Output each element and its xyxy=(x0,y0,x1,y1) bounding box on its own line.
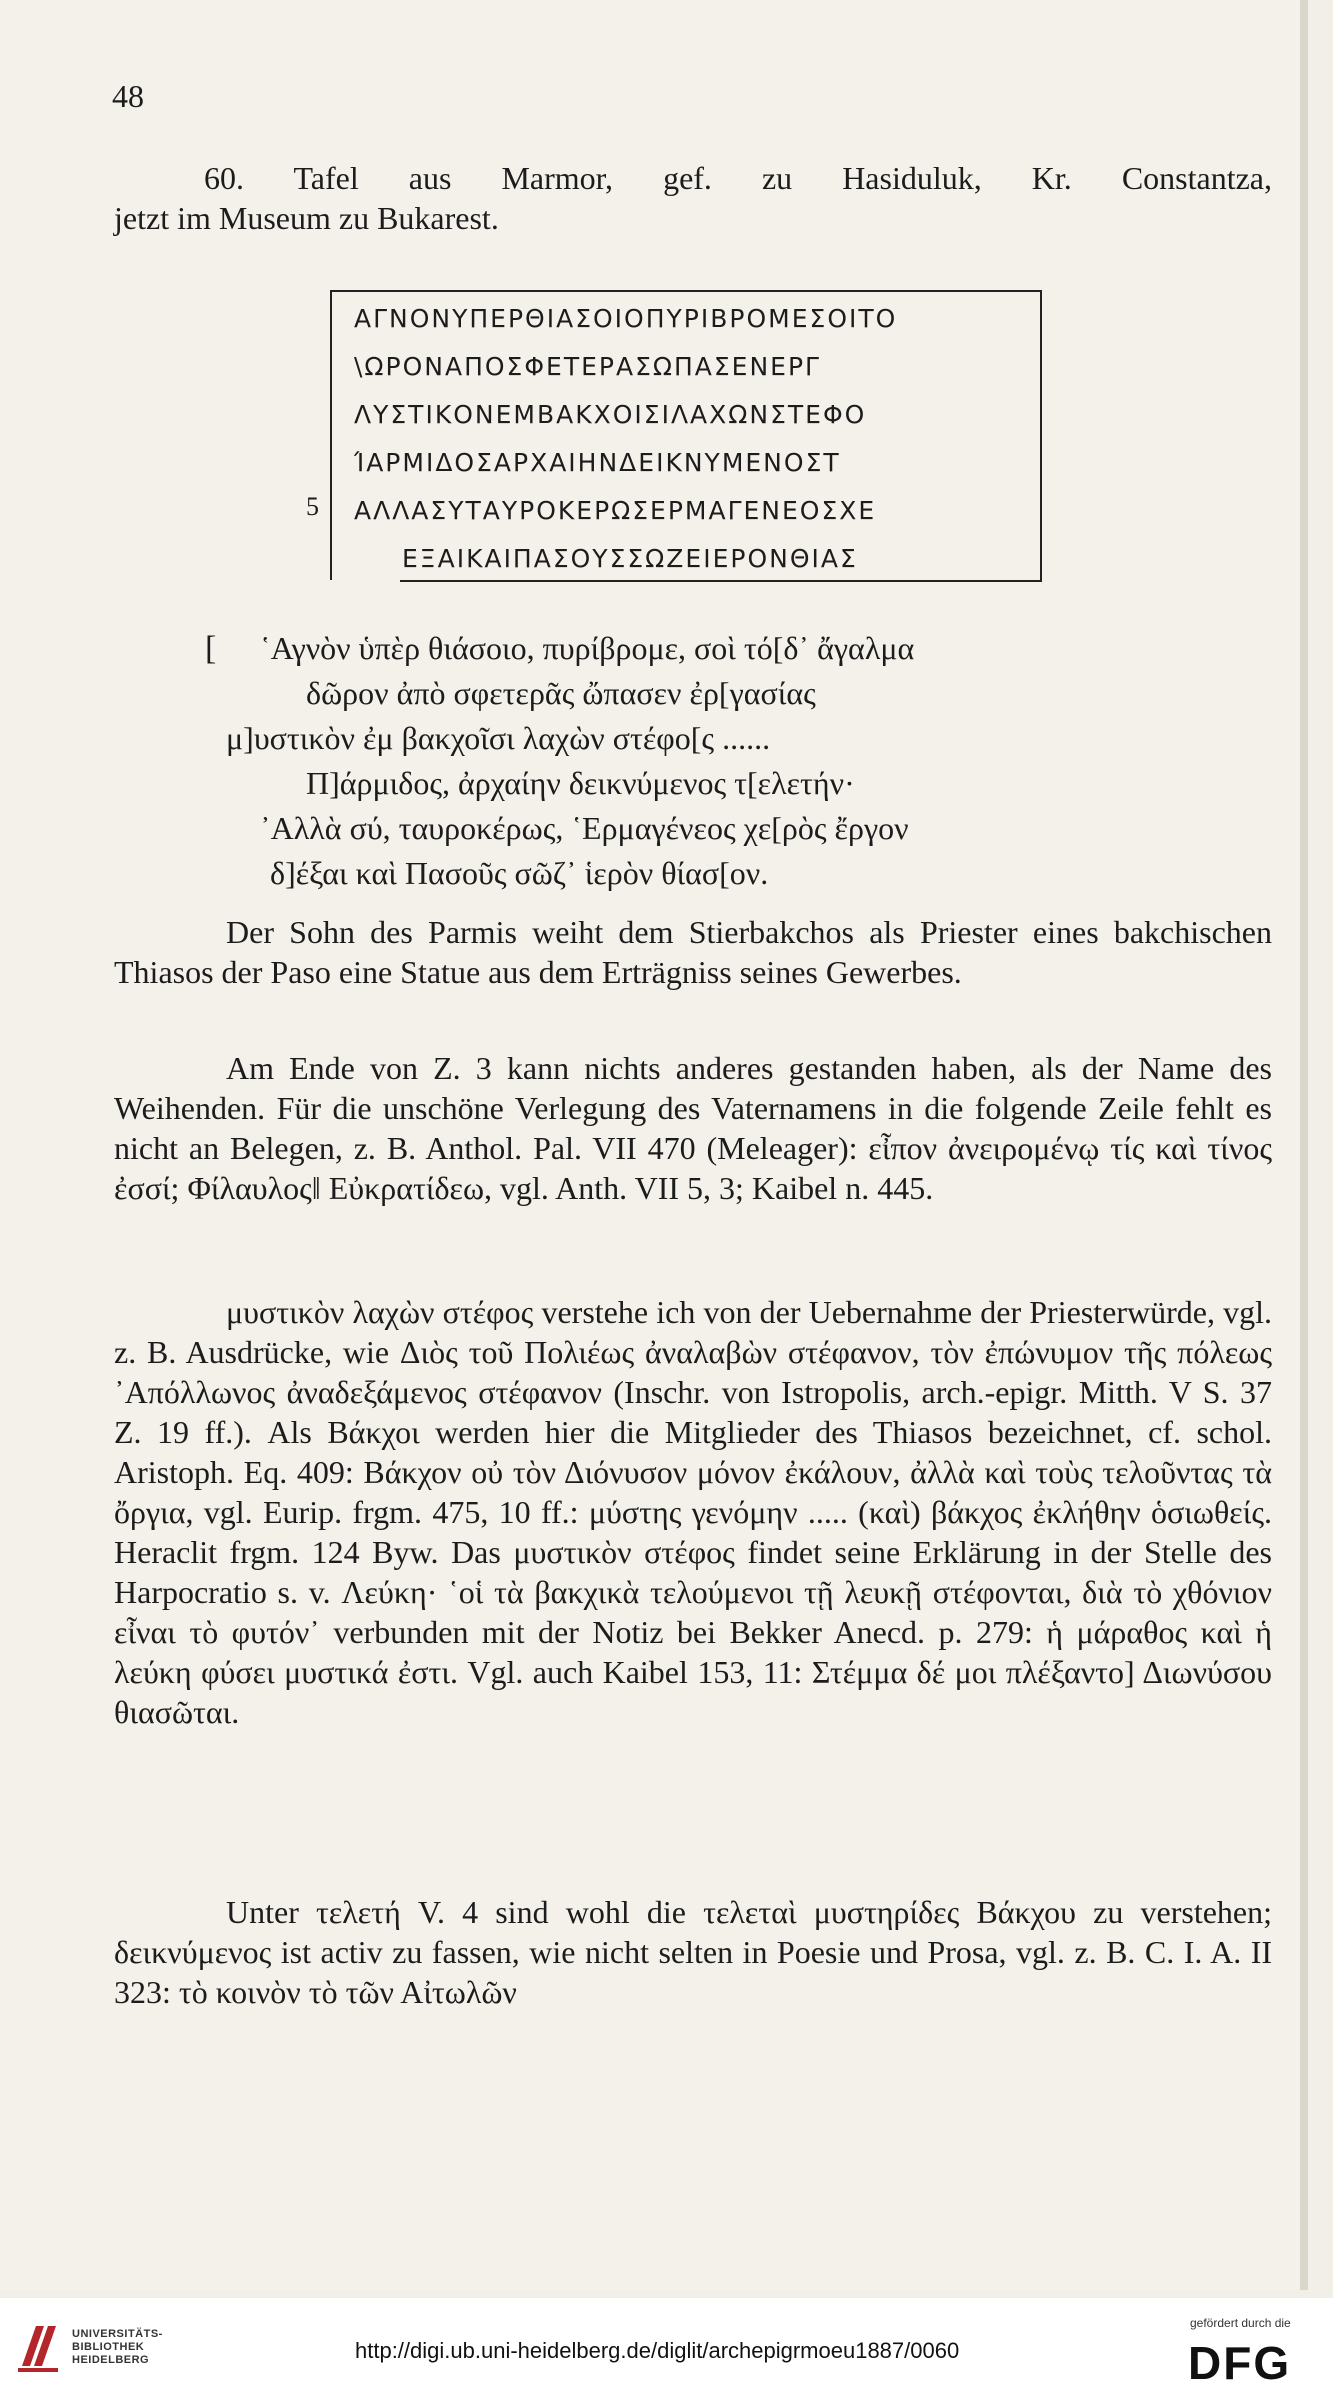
verse-line: δῶρον ἀπὸ σφετερᾶς ὤπασεν ἐρ[γασίας xyxy=(306,675,816,711)
inscription-top-edge xyxy=(332,290,1042,292)
inscription-line-number: 5 xyxy=(306,492,319,521)
logo-text-line: HEIDELBERG xyxy=(72,2354,150,2366)
source-url-link[interactable]: http://digi.ub.uni-heidelberg.de/diglit/archepigrmoeu1887/0060 xyxy=(355,2338,960,2363)
dfg-logo: DFG xyxy=(1188,2337,1292,2389)
verse-line: Π]άρμιδος, ἀρχαίην δεικνύμενος τ[ελετήν· xyxy=(306,765,855,801)
university-library-label xyxy=(72,2328,163,2367)
inscription-line: ΑΛΛΑΣΥΤΑΥΡΟΚΕΡΩΣΕΡΜΑΓΕΝΕΟΣΧΕ xyxy=(354,496,877,525)
verse-line: ῾Αγνὸν ὑπὲρ θιάσοιο, πυρίβρομε, σοὶ τό[δ᾽ ἄγαλμα xyxy=(260,630,915,666)
page-number: 48 xyxy=(112,78,144,114)
footer-bar xyxy=(0,2298,1333,2400)
body-paragraph: μυστικὸν λαχὼν στέφος verstehe ich von der Uebernahme der Priesterwürde, vgl. z. B. Ausdrücke, wie Διὸς τοῦ Πολιέως ἀναλαβὼν στέφανον, τὸν ἐπώνυμον τῆς πόλεως ᾿Απόλλωνος ἀναδεξάμενος στέφανον (Inschr. von Istropolis, arch.-epigr. Mitth. V S. 37 Z. 19 ff.). Als Βάκχοι werden hier die Mitglieder des Thiasos bezeichnet, cf. schol. Aristoph. Eq. 409: Βάκχον οὐ τὸν Διόνυσον μόνον ἐκάλουν, ἀλλὰ καὶ τοὺς τελοῦντας τὰ ὄργια, vgl. Eurip. frgm. 475, 10 ff.: μύστης γενόμην ..... (καὶ) βάκχος ἐκλήθην ὁσιωθείς. Heraclit frgm. 124 Byw. Das μυστικὸν στέφος findet seine Erklärung in der Stelle des Harpocratio s. v. Λεύκη· ῾οἱ τὰ βακχικὰ τελούμενοι τῇ λευκῇ στέφονται, διὰ τὸ χθόνιον εἶναι τὸ φυτόν᾽ verbunden mit der Notiz bei Bekker Anecd. p. 279: ἡ μάραθος καὶ ἡ λεύκη φύσει μυστικά ἐστι. Vgl. auch Kaibel 153, 11: Στέμμα δέ μοι πλέξαντο] Διωνύσου θιασῶται. xyxy=(114,1294,1272,1730)
verse-line: μ]υστικὸν ἐμ βακχοῖσι λαχὼν στέφο[ς ...... xyxy=(226,720,771,756)
inscription-line: ΊΑΡΜΙΔΟΣΑΡΧΑΙΗΝΔΕΙΚΝΥΜΕΝΟΣΤ xyxy=(354,448,841,477)
body-paragraph: Am Ende von Z. 3 kann nichts anderes gestanden haben, als der Name des Weihenden. Für die unschöne Verlegung des Vaternamens in die folgende Zeile fehlt es nicht an Belegen, z. B. Anthol. Pal. VII 470 (Meleager): εἶπον ἀνειρομένῳ τίς καὶ τίνος ἐσσί; Φίλαυλος‖ Εὐκρατίδεω, vgl. Anth. VII 5, 3; Kaibel n. 445. xyxy=(114,1050,1272,1206)
university-library-logo-icon xyxy=(14,2318,60,2374)
entry-heading xyxy=(114,158,1272,238)
heading-line-2: jetzt im Museum zu Bukarest. xyxy=(114,200,499,236)
heading-line-1: 60. Tafel aus Marmor, gef. zu Hasiduluk, Kr. Constantza, xyxy=(204,160,1272,196)
verse-line: ᾿Αλλὰ σύ, ταυροκέρως, ῾Ερμαγένεος χε[ρὸς ἔργον xyxy=(260,810,909,846)
body-paragraph: Der Sohn des Parmis weiht dem Stierbakchos als Priester eines bakchischen Thiasos der Paso eine Statue aus dem Erträgniss seines Gewerbes. xyxy=(114,914,1272,990)
logo-text-line: BIBLIOTHEK xyxy=(72,2341,145,2353)
funded-by-label: gefördert durch die xyxy=(1190,2316,1291,2330)
inscription-right-edge xyxy=(1040,290,1042,580)
inscription-line: \ΩΡΟΝΑΠΟΣΦΕΤΕΡΑΣΩΠΑΣΕΝΕΡΓ xyxy=(354,352,821,381)
transcription-bracket: [ xyxy=(205,630,217,667)
inscription-box xyxy=(330,290,1042,580)
verse-line: δ]έξαι καὶ Πασοῦς σῶζ᾽ ἱερὸν θίασ[ον. xyxy=(270,855,769,891)
inscription-line: ΑΓΝΟΝΥΠΕΡΘΙΑΣΟΙΟΠΥΡΙΒΡΟΜΕΣΟΙΤΟ xyxy=(354,304,898,333)
logo-text-line: UNIVERSITÄTS- xyxy=(72,2328,163,2340)
inscription-bottom-edge xyxy=(400,580,1042,582)
inscription-line: ΛΥΣΤΙΚΟΝΕΜΒΑΚΧΟΙΣΙΛΑΧΩΝΣΤΕΦΟ xyxy=(354,400,867,429)
body-paragraph: Unter τελετή V. 4 sind wohl die τελεταὶ μυστηρίδες Βάκχου zu verstehen; δεικνύμενος ist activ zu fassen, wie nicht selten in Poesie und Prosa, vgl. z. B. C. I. A. II 323: τὸ κοινὸν τὸ τῶν Αἰτωλῶν xyxy=(114,1894,1272,2010)
inscription-line: ΕΞΑΙΚΑΙΠΑΣΟΥΣΣΩΖΕΙΕΡΟΝΘΙΑΣ xyxy=(402,544,858,573)
